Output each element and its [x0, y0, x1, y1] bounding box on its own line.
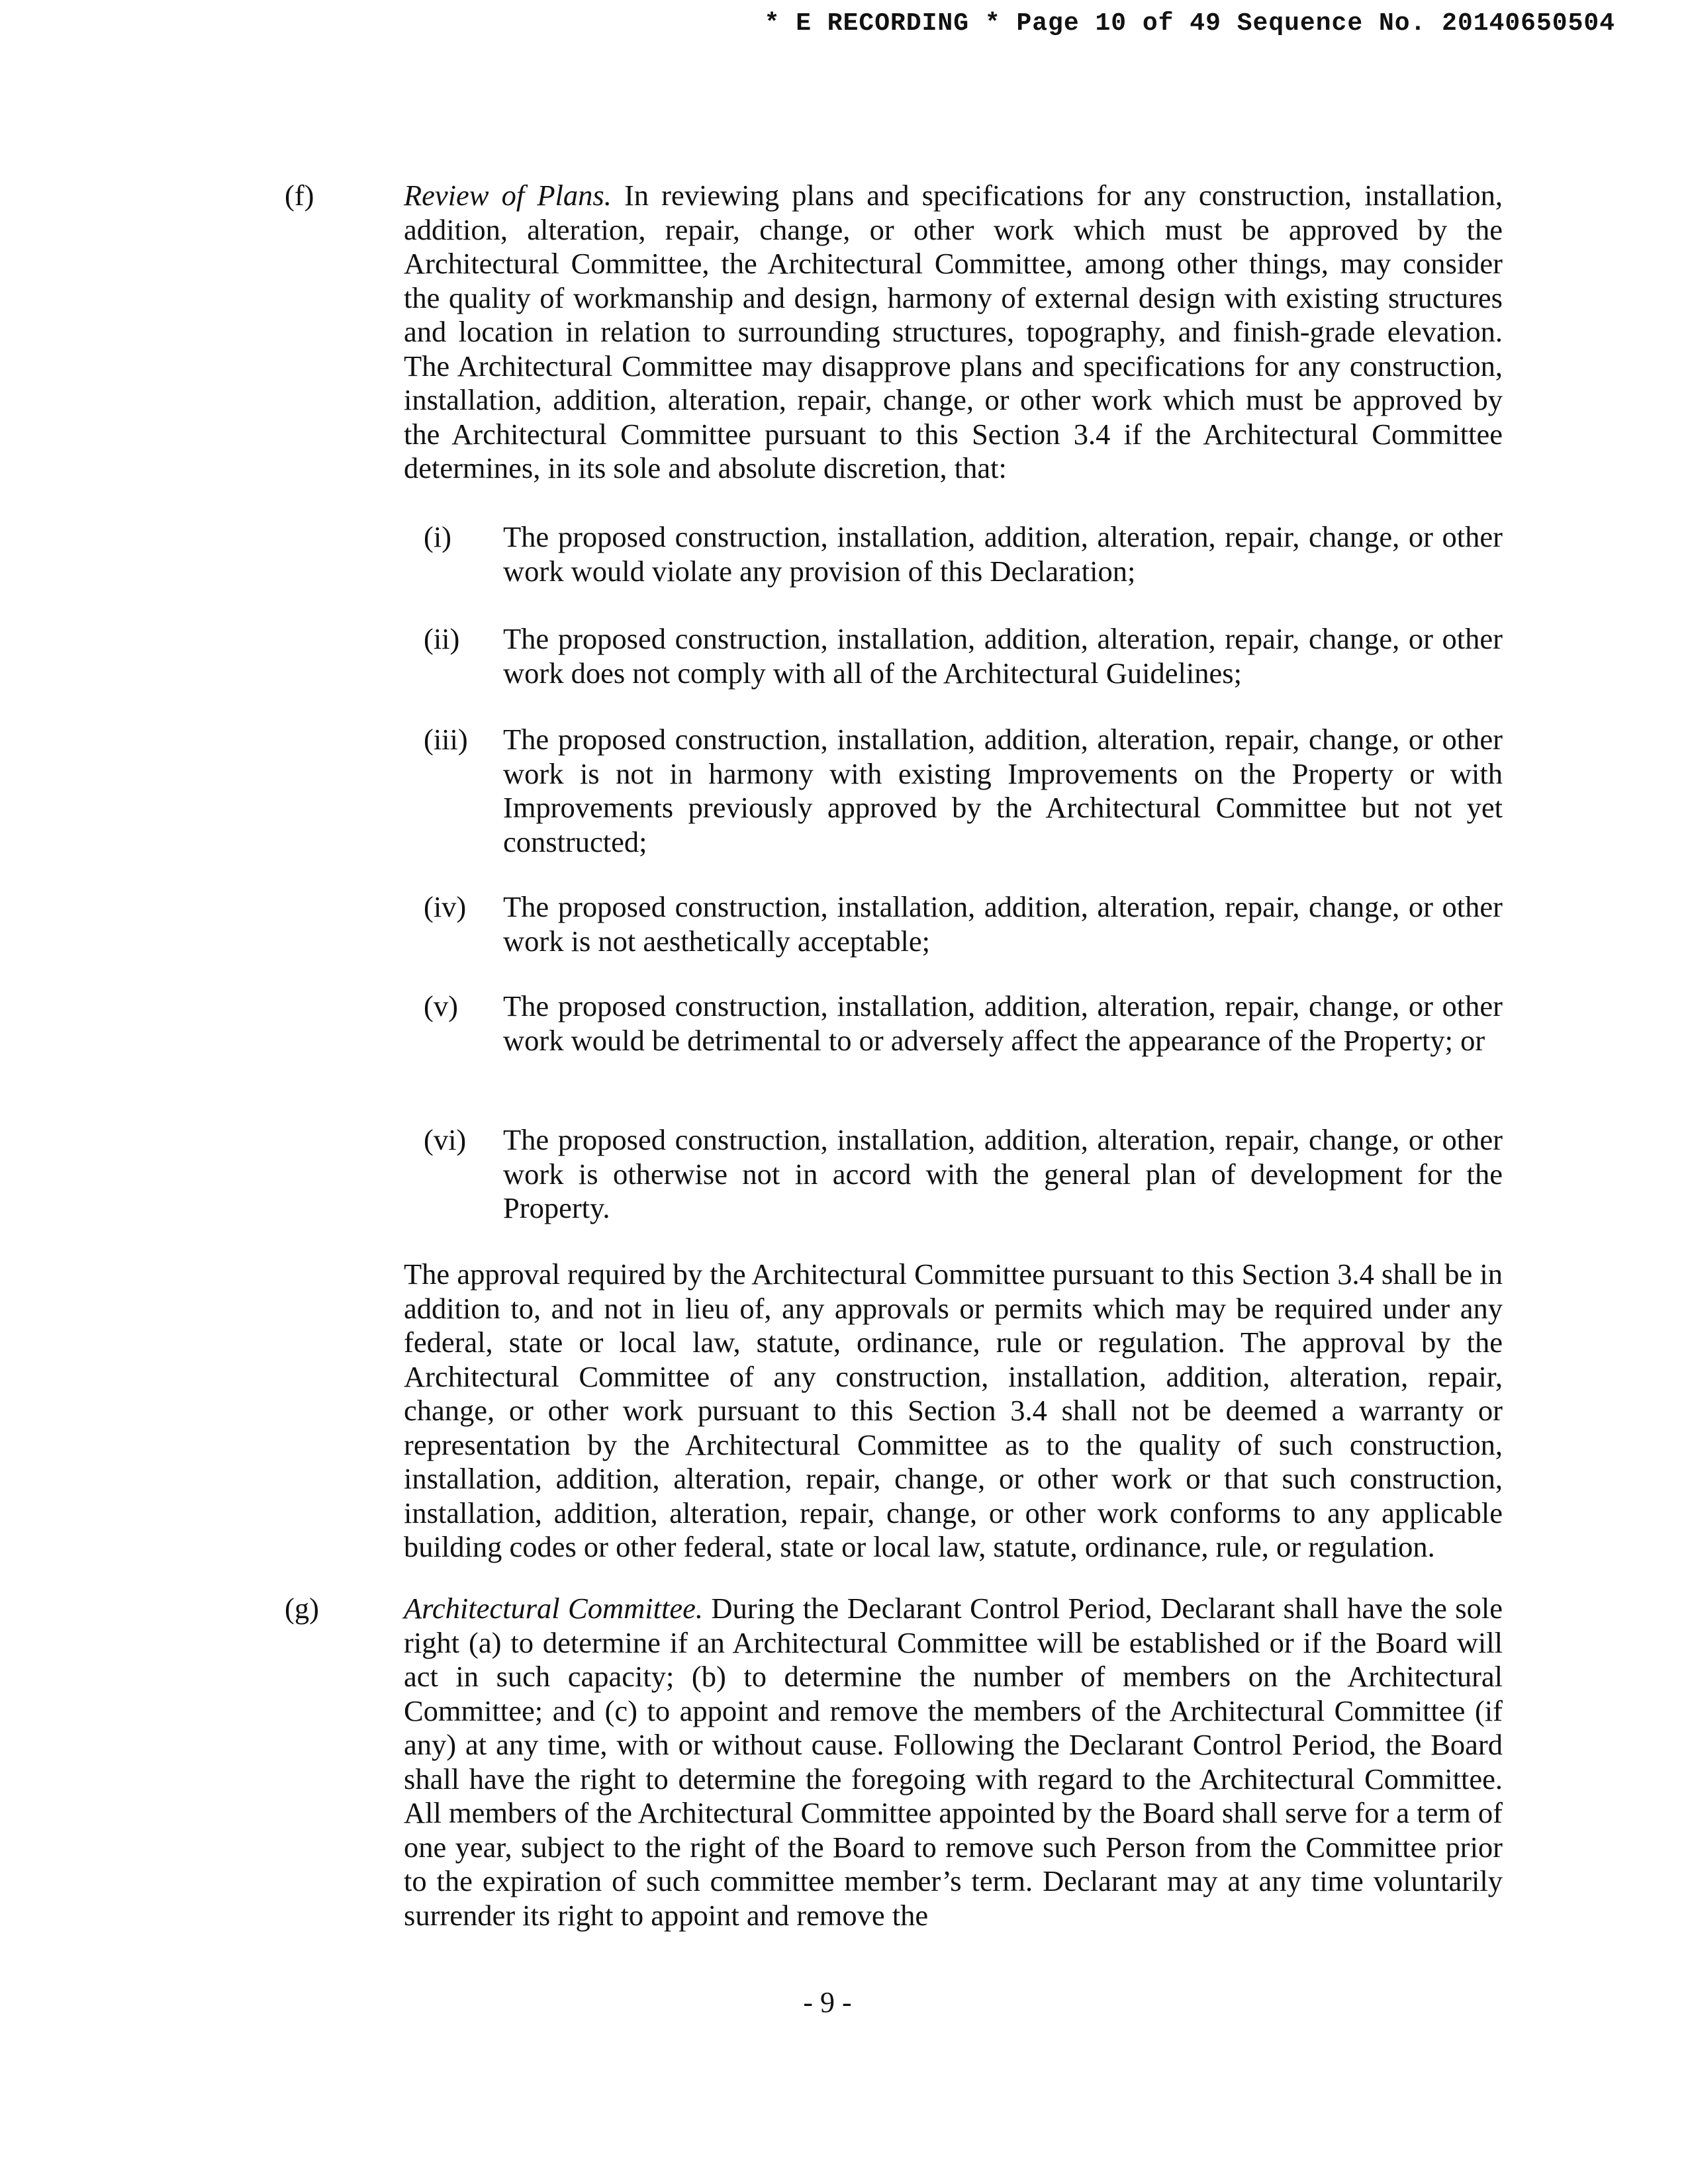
section-f-body	[404, 179, 1503, 486]
list-item-text: The proposed construction, installation, addition, alteration, repair, change, or other work does not comply with all of the Architectural Guidelines;	[503, 622, 1503, 690]
section-f-label: (f)	[285, 179, 314, 212]
section-g-body	[404, 1592, 1503, 1933]
approval-paragraph: The approval required by the Architectural Committee pursuant to this Section 3.4 shall be in addition to, and not in lieu of, any approvals or permits which may be required under any federal, state or local law, statute, ordinance, rule or regulation. The approval by the Architectural Committee of any construction, installation, addition, alteration, repair, change, or other work pursuant to this Section 3.4 shall not be deemed a warranty or representation by the Architectural Committee as to the quality of such construction, installation, addition, alteration, repair, change, or other work or that such construction, installation, addition, alteration, repair, change, or other work conforms to any applicable building codes or other federal, state or local law, statute, ordinance, rule, or regulation.	[404, 1257, 1503, 1563]
section-g-label: (g)	[285, 1592, 319, 1625]
list-item-number: (iv)	[424, 890, 467, 923]
list-item-text: The proposed construction, installation, addition, alteration, repair, change, or other work is not aesthetically acceptable;	[503, 890, 1503, 958]
section-f-heading: Review of Plans.	[404, 179, 612, 212]
list-item-text: The proposed construction, installation, addition, alteration, repair, change, or other work is otherwise not in accord with the general plan of development for the Property.	[503, 1123, 1503, 1224]
list-item-number: (ii)	[424, 622, 460, 655]
section-f-text: In reviewing plans and specifications for any construction, installation, addition, alteration, repair, change, or other work which must be approved by the Architectural Committee, the Architectural Committee, among other things, may consider the quality of workmanship and design, harmony of external design with existing structures and location in relation to surrounding structures, topography, and finish-grade elevation. The Architectural Committee may disapprove plans and specifications for any construction, installation, addition, alteration, repair, change, or other work which must be approved by the Architectural Committee pursuant to this Section 3.4 if the Architectural Committee determines, in its sole and absolute discretion, that:	[404, 179, 1503, 484]
list-item-number: (iii)	[424, 723, 468, 756]
list-item-number: (i)	[424, 520, 452, 553]
recording-header: * E RECORDING * Page 10 of 49 Sequence No. 20140650504	[764, 9, 1615, 38]
list-item-text: The proposed construction, installation, addition, alteration, repair, change, or other work would be detrimental to or adversely affect the appearance of the Property; or	[503, 989, 1503, 1057]
section-g-heading: Architectural Committee.	[404, 1592, 703, 1625]
section-g-text: During the Declarant Control Period, Declarant shall have the sole right (a) to determine if an Architectural Committee will be established or if the Board will act in such capacity; (b) to determine the number of members on the Architectural Committee; and (c) to appoint and remove the members of the Architectural Committee (if any) at any time, with or without cause. Following the Declarant Control Period, the Board shall have the right to determine the foregoing with regard to the Architectural Committee. All members of the Architectural Committee appointed by the Board shall serve for a term of one year, subject to the right of the Board to remove such Person from the Committee prior to the expiration of such committee member’s term. Declarant may at any time voluntarily surrender its right to appoint and remove the	[404, 1592, 1503, 1932]
list-item-number: (v)	[424, 989, 458, 1023]
list-item-text: The proposed construction, installation, addition, alteration, repair, change, or other work would violate any provision of this Declaration;	[503, 520, 1503, 588]
list-item-text: The proposed construction, installation, addition, alteration, repair, change, or other work is not in harmony with existing Improvements on the Property or with Improvements previously approved by the Architectural Committee but not yet constructed;	[503, 723, 1503, 858]
page-number: - 9 -	[803, 1986, 852, 2019]
list-item-number: (vi)	[424, 1123, 467, 1156]
